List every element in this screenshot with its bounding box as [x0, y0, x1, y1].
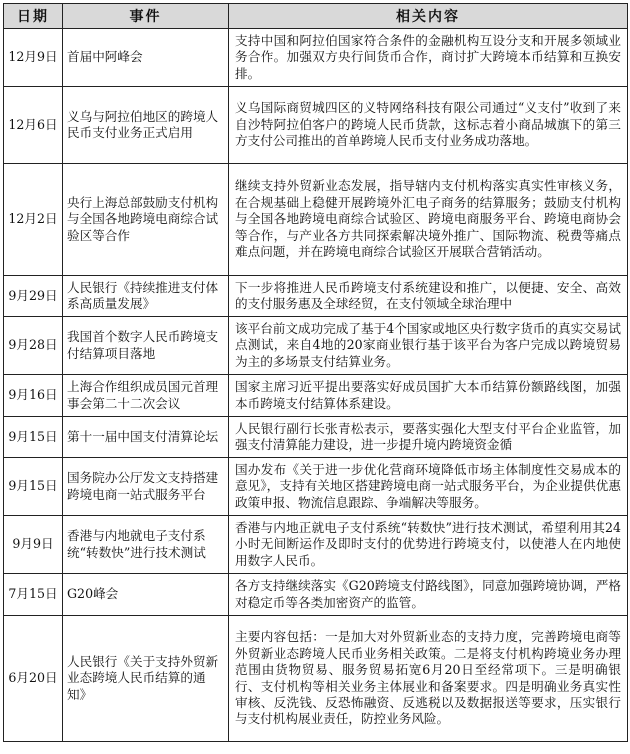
row-event: 第十一届中国支付清算论坛 — [63, 417, 229, 458]
row-date: 12月6日 — [4, 87, 63, 164]
table-row — [4, 574, 628, 616]
row-event: 人民银行《持续推进支付体系高质量发展》 — [63, 276, 229, 317]
row-date: 7月15日 — [4, 574, 63, 616]
header-event: 事件 — [63, 4, 229, 29]
row-event: 香港与内地就电子支付系统“转数快”进行技术测试 — [63, 516, 229, 574]
row-event: 义乌与阿拉伯地区的跨境人民币支付业务正式启用 — [63, 87, 229, 164]
table-row — [4, 417, 628, 458]
row-content: 义乌国际商贸城四区的义特网络科技有限公司通过“义支付”收到了来自沙特阿拉伯客户的跨境人民币货款，这标志着小商品城旗下的第三方支付公司推出的首单跨境人民币支付业务成功落地。 — [229, 87, 628, 164]
header-date: 日期 — [4, 4, 63, 29]
policy-events-table — [3, 3, 628, 742]
row-date: 9月28日 — [4, 317, 63, 375]
row-date: 12月9日 — [4, 29, 63, 87]
table-row — [4, 276, 628, 317]
table-row — [4, 29, 628, 87]
row-date: 9月15日 — [4, 417, 63, 458]
table-row — [4, 516, 628, 574]
table-row — [4, 458, 628, 516]
row-event: G20峰会 — [63, 574, 229, 616]
row-date: 6月20日 — [4, 616, 63, 742]
table-row — [4, 317, 628, 375]
row-date: 9月9日 — [4, 516, 63, 574]
row-content: 该平台前文成功完成了基于4个国家或地区央行数字货币的真实交易试点测试，来自4地的20家商业银行基于该平台为客户完成以跨境贸易为主的多场景支付结算业务。 — [229, 317, 628, 375]
row-event: 我国首个数字人民币跨境支付结算项目落地 — [63, 317, 229, 375]
row-content: 支持中国和阿拉伯国家符合条件的金融机构互设分支和开展多领域业务合作。加强双方央行间货币合作，商讨扩大跨境本币结算和互换安排。 — [229, 29, 628, 87]
row-content: 各方支持继续落实《G20跨境支付路线图》，同意加强跨境协调，严格对稳定币等各类加密资产的监管。 — [229, 574, 628, 616]
row-event: 央行上海总部鼓励支付机构与全国各地跨境电商综合试验区等合作 — [63, 164, 229, 276]
row-event: 国务院办公厅发文支持搭建跨境电商一站式服务平台 — [63, 458, 229, 516]
row-content: 主要内容包括：一是加大对外贸新业态的支持力度，完善跨境电商等外贸新业态跨境人民币业务相关政策。二是将支付机构跨境业务办理范围由货物贸易、服务贸易拓宽6月20日至经常项下。三是明确银行、支付机构等相关业务主体展业和备案要求。四是明确业务真实性审核、反洗钱、反恐怖融资、反逃税以及数据报送等要求，压实银行与支付机构展业责任，防控业务风险。 — [229, 616, 628, 742]
row-event: 首届中阿峰会 — [63, 29, 229, 87]
row-date: 9月29日 — [4, 276, 63, 317]
row-date: 12月2日 — [4, 164, 63, 276]
row-event: 人民银行《关于支持外贸新业态跨境人民币结算的通知》 — [63, 616, 229, 742]
table-row — [4, 375, 628, 417]
table-row — [4, 616, 628, 742]
table-row — [4, 164, 628, 276]
row-date: 9月15日 — [4, 458, 63, 516]
row-content: 香港与内地正就电子支付系统“转数快”进行技术测试，希望利用其24小时无间断运作及即时支付的优势进行跨境支付，以使港人在内地使用数字人民币。 — [229, 516, 628, 574]
header-content: 相关内容 — [229, 4, 628, 29]
table-row — [4, 87, 628, 164]
row-date: 9月16日 — [4, 375, 63, 417]
header-row — [4, 4, 628, 29]
row-content: 国家主席习近平提出要落实好成员国扩大本币结算份额路线图，加强本币跨境支付结算体系建设。 — [229, 375, 628, 417]
row-event: 上海合作组织成员国元首理事会第二十二次会议 — [63, 375, 229, 417]
row-content: 人民银行副行长张青松表示，要落实强化大型支付平台企业监管，加强支付清算能力建设，进一步提升境内跨境资金循 — [229, 417, 628, 458]
row-content: 下一步将推进人民币跨境支付系统建设和推广，以便捷、安全、高效的支付服务惠及全球经贸，在支付领域全球治理中 — [229, 276, 628, 317]
row-content: 继续支持外贸新业态发展，指导辖内支付机构落实真实性审核义务，在合规基础上稳健开展跨境外汇电子商务的结算服务；鼓励支付机构与全国各地跨境电商综合试验区、跨境电商服务平台、跨境电商协会等合作，与产业各方共同探索解决境外推广、国际物流、税费等痛点难点问题，并在跨境电商综合试验区开展联合营销活动。 — [229, 164, 628, 276]
row-content: 国办发布《关于进一步优化营商环境降低市场主体制度性交易成本的意见》，支持有关地区搭建跨境电商一站式服务平台，为企业提供优惠政策申报、物流信息跟踪、争端解决等服务。 — [229, 458, 628, 516]
